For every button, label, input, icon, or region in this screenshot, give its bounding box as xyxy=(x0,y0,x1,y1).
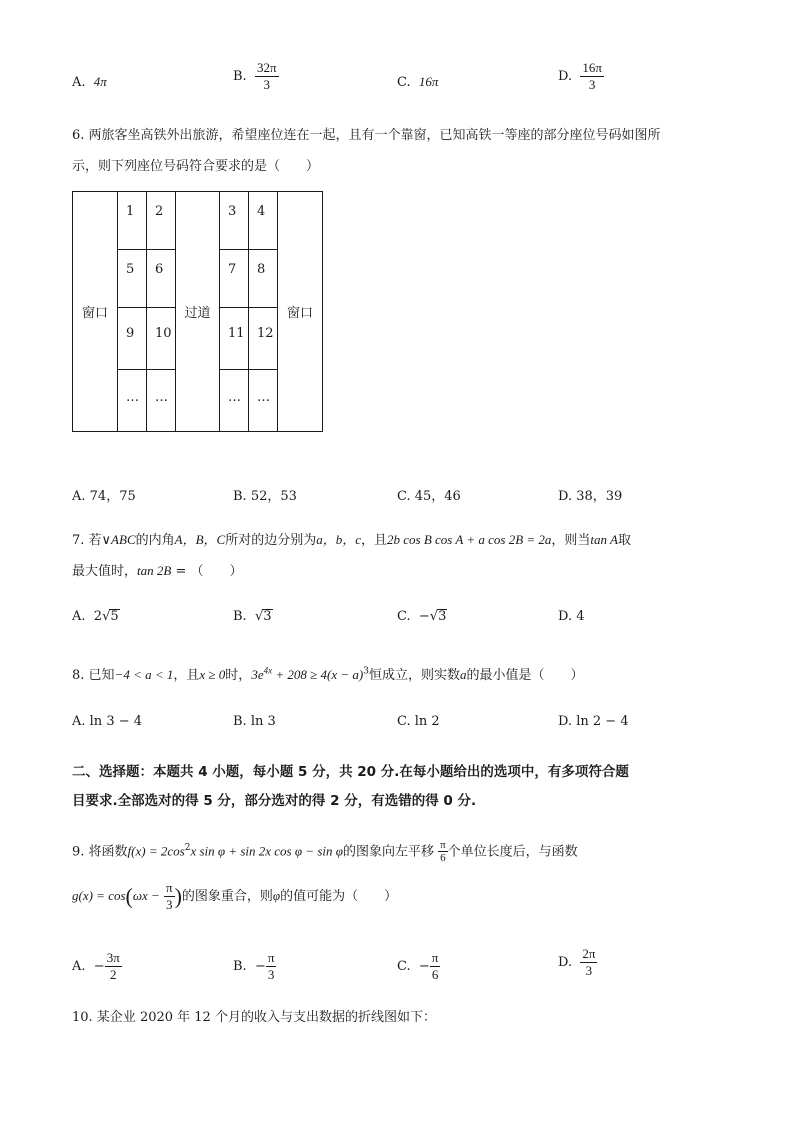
seat-cell: 6 xyxy=(147,250,176,308)
seat-cell: … xyxy=(249,370,278,432)
q9-option-a: A. − $\frac{3\pi}{2}$ xyxy=(72,950,120,982)
fraction: $\frac{3\pi}{2}$ xyxy=(106,950,120,982)
seat-cell: … xyxy=(118,370,147,432)
aisle: 过道 xyxy=(176,192,220,432)
q6-stem-line2: 示，则下列座位号码符合要求的是（ ） xyxy=(72,159,320,174)
fraction: $\frac{\pi}{6}$ xyxy=(431,950,439,982)
q8-option-c: C. ln 2 xyxy=(397,714,440,729)
q5-option-a: A. 4π xyxy=(72,74,107,90)
fraction: $\frac{32\pi}{3}$ xyxy=(256,60,277,92)
q8-option-d: D. ln 2 − 4 xyxy=(558,714,629,729)
q7-stem-line1: 7. 若∨ABC的内角A，B，C所对的边分别为a，b，c，且2b cos B cos A + a cos 2B = 2a，则当tan A取 xyxy=(72,532,632,548)
q8-option-b: B. ln 3 xyxy=(233,714,276,729)
window-left: 窗口 xyxy=(73,192,118,432)
q6-stem-line1: 6. 两旅客坐高铁外出旅游，希望座位连在一起，且有一个靠窗，已知高铁一等座的部分座位号码如图所 xyxy=(72,128,661,143)
seat-cell: 8 xyxy=(249,250,278,308)
q9-option-c: C. − $\frac{\pi}{6}$ xyxy=(397,950,439,982)
section-heading-line2: 目要求.全部选对的得 5 分，部分选对的得 2 分，有选错的得 0 分. xyxy=(72,793,477,809)
fraction: $\frac{16\pi}{3}$ xyxy=(582,60,602,92)
sqrt-icon: √ xyxy=(254,609,264,624)
fraction: $\frac{\pi}{6}$ xyxy=(440,839,446,865)
fraction: $\frac{\pi}{3}$ xyxy=(267,950,275,982)
seat-cell: 12 xyxy=(249,308,278,370)
seat-cell: 11 xyxy=(220,308,249,370)
q10-stem: 10. 某企业 2020 年 12 个月的收入与支出数据的折线图如下： xyxy=(72,1010,436,1025)
window-right: 窗口 xyxy=(278,192,323,432)
q9-stem-line1: 9. 将函数$f(x) = 2\cos^2x$ sin φ + sin 2x cos φ − sin φ的图象向左平移 $\frac{\pi}{6}$ 个单位长度后，与函数 xyxy=(72,839,578,865)
q6-option-d: D. 38，39 xyxy=(558,489,623,504)
q9-option-b: B. − $\frac{\pi}{3}$ xyxy=(233,950,275,982)
seat-cell: 5 xyxy=(118,250,147,308)
left-paren: ( xyxy=(125,883,133,909)
right-paren: ) xyxy=(174,883,182,909)
seat-cell: 4 xyxy=(249,192,278,250)
q5-option-d: D. $\frac{16\pi}{3}$ xyxy=(558,60,602,92)
fraction: $\frac{\pi}{3}$ xyxy=(165,880,173,912)
q7-stem-line2: 最大值时，tan 2B = （ ） xyxy=(72,563,243,579)
fraction: $\frac{2\pi}{3}$ xyxy=(582,946,596,978)
q5-option-b: B. $\frac{32\pi}{3}$ xyxy=(233,60,277,92)
section-heading-line1: 二、选择题：本题共 4 小题，每小题 5 分，共 20 分.在每小题给出的选项中，有多项符合题 xyxy=(72,764,629,780)
q9-option-d: D. $\frac{2\pi}{3}$ xyxy=(558,946,596,978)
seat-cell: 9 xyxy=(118,308,147,370)
q7-option-d: D. 4 xyxy=(558,609,585,624)
q9-stem-line2: g(x) = cos(ωx − $\frac{\pi}{3}$ )的图象重合，则φ的值可能为（ ） xyxy=(72,880,398,912)
q8-option-a: A. ln 3 − 4 xyxy=(72,714,143,729)
seat-map-table xyxy=(72,191,323,432)
q7-option-b: B. √3 xyxy=(233,609,272,624)
seat-cell: 2 xyxy=(147,192,176,250)
q7-option-c: C. −√3 xyxy=(397,609,447,624)
seat-cell: 1 xyxy=(118,192,147,250)
seat-cell: … xyxy=(147,370,176,432)
seat-cell: 7 xyxy=(220,250,249,308)
q6-option-a: A. 74，75 xyxy=(72,489,136,504)
q6-option-c: C. 45，46 xyxy=(397,489,461,504)
q8-stem: 8. 已知−4 < a < 1，且x ≥ 0时，$3e^{4x} + 208 \ge 4(x - a)^3$恒成立，则实数a的最小值是（ ） xyxy=(72,665,584,683)
q7-option-a: A. 2√5 xyxy=(72,609,119,624)
seat-cell: … xyxy=(220,370,249,432)
q6-option-b: B. 52，53 xyxy=(233,489,297,504)
q5-option-c: C. 16π xyxy=(397,74,439,90)
seat-cell: 10 xyxy=(147,308,176,370)
sqrt-icon: √ xyxy=(102,609,111,624)
sqrt-icon: √ xyxy=(429,609,439,624)
seat-cell: 3 xyxy=(220,192,249,250)
